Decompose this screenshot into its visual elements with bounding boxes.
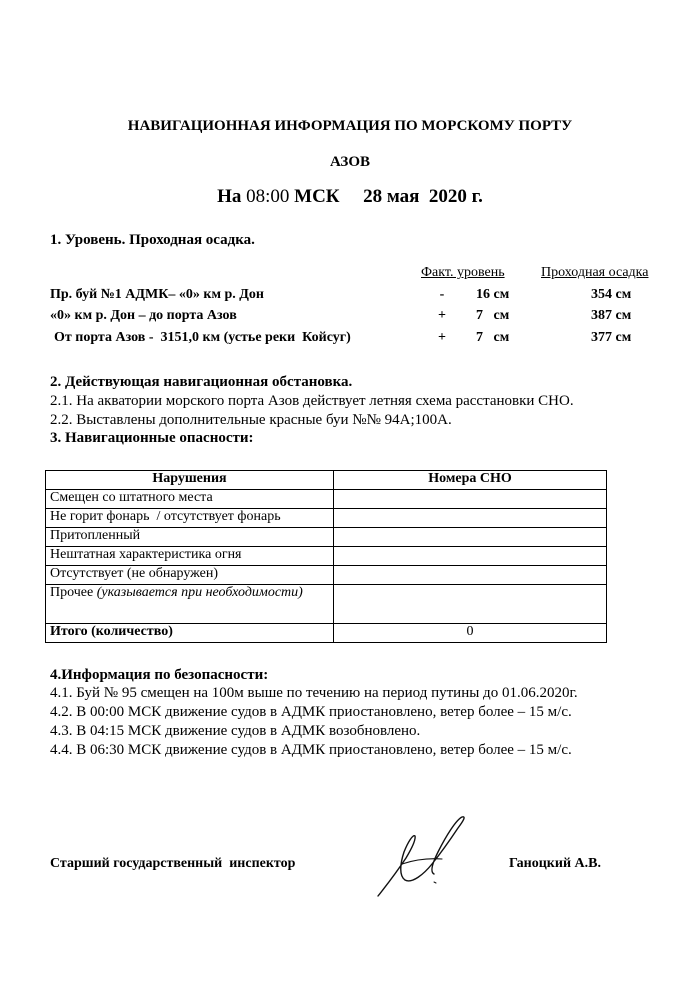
section3-heading: 3. Навигационные опасности: xyxy=(50,430,254,446)
inspector-position: Старший государственный инспектор xyxy=(50,856,296,871)
section4-line: 4.3. В 04:15 МСК движение судов в АДМК возобновлено. xyxy=(50,723,421,739)
table-row xyxy=(46,585,607,624)
section2-heading: 2. Действующая навигационная обстановка. xyxy=(50,374,353,390)
date-prefix: На xyxy=(217,186,242,207)
report-timezone: МСК xyxy=(294,186,340,207)
section4-line: 4.1. Буй № 95 смещен на 100м выше по течению на период путины до 01.06.2020г. xyxy=(50,685,578,701)
violation-cell: Отсутствует (не обнаружен) xyxy=(46,566,334,585)
document-title: НАВИГАЦИОННАЯ ИНФОРМАЦИЯ ПО МОРСКОМУ ПОРТУ xyxy=(127,118,573,134)
report-datetime xyxy=(0,186,700,208)
route-name: Пр. буй №1 АДМК– «0» км р. Дон xyxy=(50,287,264,302)
passing-draft: 377 см xyxy=(591,330,632,345)
level-sign: - xyxy=(439,287,445,302)
col-fact-level: Факт. уровень xyxy=(421,265,505,280)
sno-numbers-cell xyxy=(334,509,607,528)
col-passing-draft: Проходная осадка xyxy=(541,265,649,280)
table-row xyxy=(46,509,607,528)
sno-numbers-cell xyxy=(334,490,607,509)
sno-numbers-cell xyxy=(334,528,607,547)
table-row xyxy=(46,490,607,509)
section4-line: 4.2. В 00:00 МСК движение судов в АДМК приостановлено, ветер более – 15 м/с. xyxy=(50,704,572,720)
table-header-row xyxy=(46,471,607,490)
port-name: АЗОВ xyxy=(329,154,371,170)
sno-numbers-cell xyxy=(334,566,607,585)
passing-draft: 387 см xyxy=(591,308,632,323)
passing-draft: 354 см xyxy=(591,287,632,302)
section4-line: 4.4. В 06:30 МСК движение судов в АДМК приостановлено, ветер более – 15 м/с. xyxy=(50,742,572,758)
hazards-table xyxy=(45,470,607,643)
level-sign: + xyxy=(438,330,446,345)
col-sno-numbers-header: Номера СНО xyxy=(334,471,607,490)
fact-level: 7 см xyxy=(476,308,510,323)
total-row xyxy=(46,624,607,643)
table-row xyxy=(46,528,607,547)
violation-cell: Нештатная характеристика огня xyxy=(46,547,334,566)
violation-cell: Не горит фонарь / отсутствует фонарь xyxy=(46,509,334,528)
section2-line: 2.1. На акватории морского порта Азов действует летняя схема расстановки СНО. xyxy=(50,393,574,409)
total-label: Итого (количество) xyxy=(46,624,334,643)
col-violations-header: Нарушения xyxy=(46,471,334,490)
route-name: «0» км р. Дон – до порта Азов xyxy=(50,308,237,323)
fact-level: 16 см xyxy=(476,287,510,302)
section2-line: 2.2. Выставлены дополнительные красные буи №№ 94А;100А. xyxy=(50,412,452,428)
violation-cell: Притопленный xyxy=(46,528,334,547)
table-row xyxy=(46,547,607,566)
inspector-name: Ганоцкий А.В. xyxy=(509,856,601,871)
other-label: Прочее xyxy=(50,585,94,600)
other-note: (указывается при необходимости) xyxy=(96,585,303,600)
signature-image xyxy=(372,808,472,903)
route-name: От порта Азов - 3151,0 км (устье реки Койсуг) xyxy=(54,330,351,345)
violation-cell xyxy=(46,585,334,624)
fact-level: 7 см xyxy=(476,330,510,345)
violation-cell: Смещен со штатного места xyxy=(46,490,334,509)
section1-heading: 1. Уровень. Проходная осадка. xyxy=(50,232,255,248)
total-value: 0 xyxy=(334,624,607,643)
report-date: 28 мая 2020 г. xyxy=(363,186,483,207)
table-row xyxy=(46,566,607,585)
level-sign: + xyxy=(438,308,446,323)
section4-heading: 4.Информация по безопасности: xyxy=(50,667,269,683)
sno-numbers-cell xyxy=(334,585,607,624)
report-time: 08:00 xyxy=(246,186,290,207)
sno-numbers-cell xyxy=(334,547,607,566)
